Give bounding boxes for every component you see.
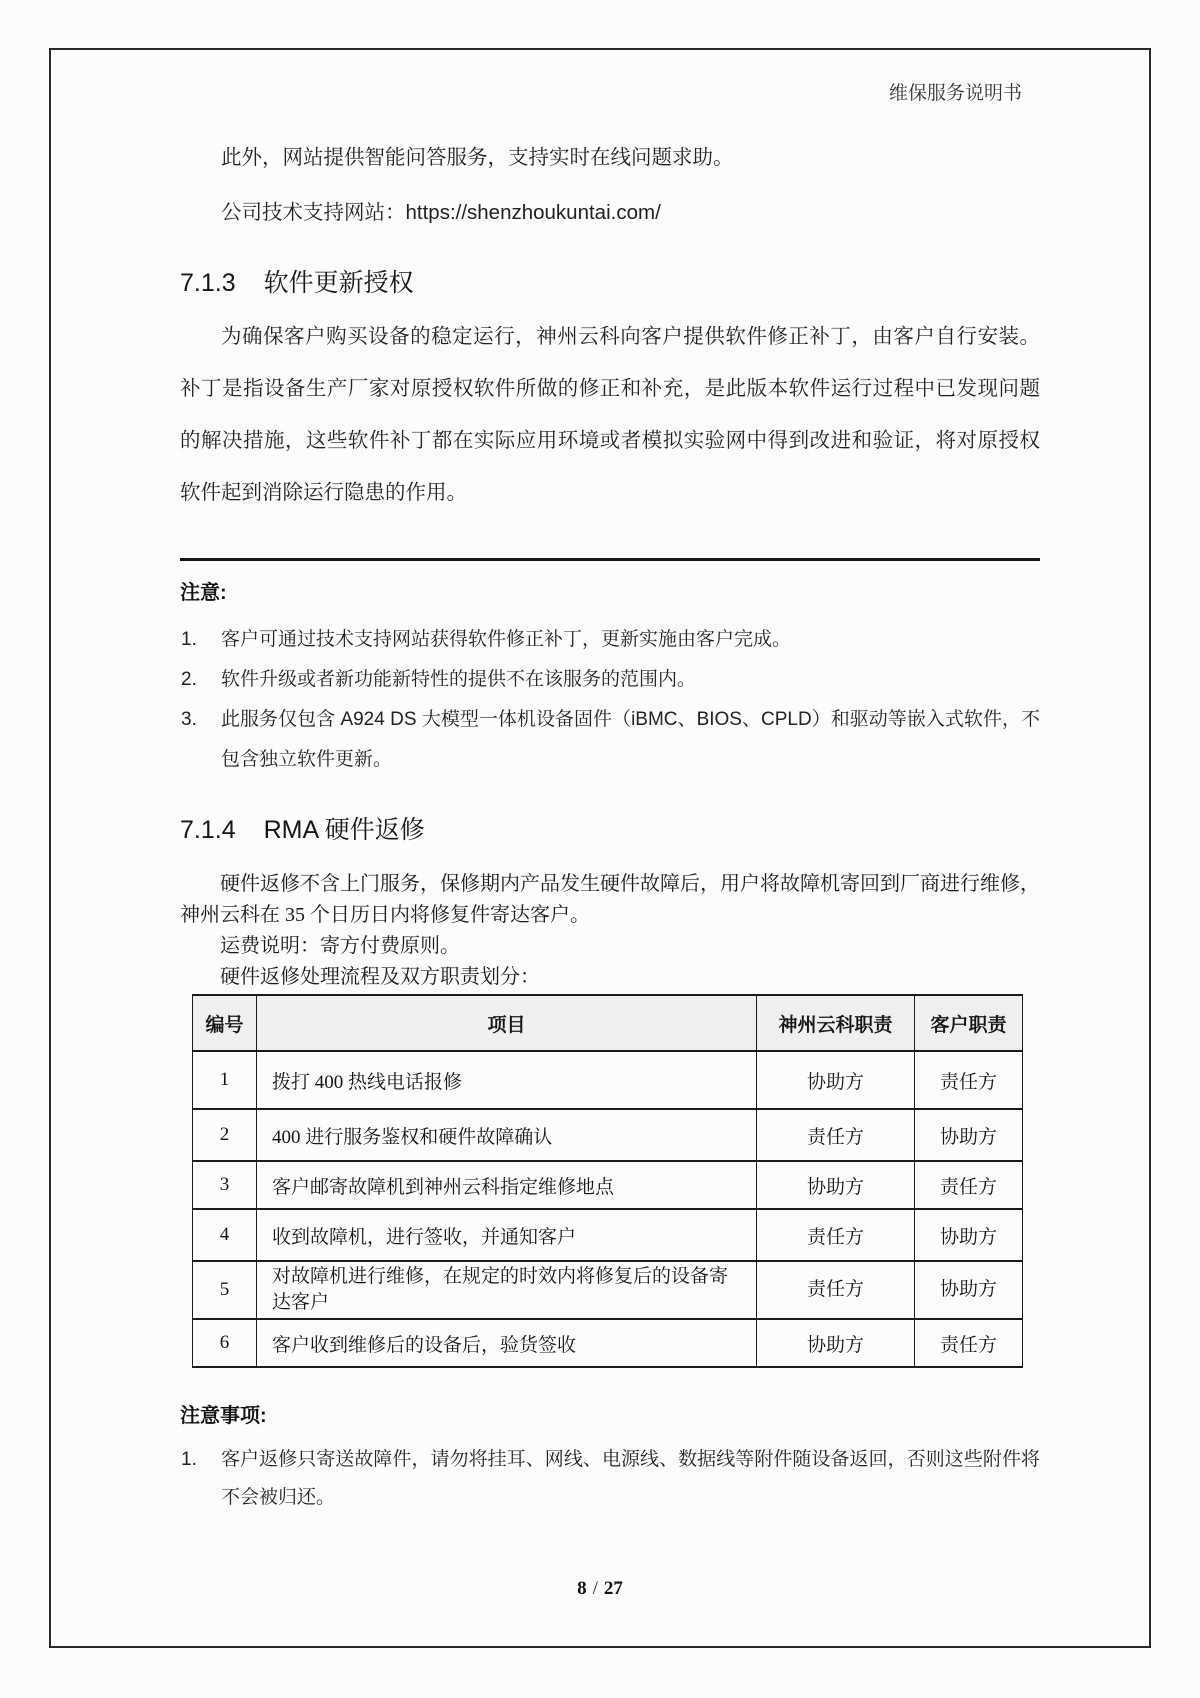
list-item-text: 客户可通过技术支持网站获得软件修正补丁，更新实施由客户完成。 (221, 629, 792, 650)
notice-label: 注意事项: (180, 1405, 267, 1427)
list-item-text: 软件升级或者新功能新特性的提供不在该服务的范围内。 (221, 669, 697, 690)
rma-paragraph-table-intro: 硬件返修处理流程及双方职责划分： (220, 966, 540, 988)
cell-vendor-duty: 协助方 (757, 1051, 915, 1109)
cell-customer-duty: 协助方 (915, 1209, 1023, 1261)
cell-item: 400 进行服务鉴权和硬件故障确认 (257, 1109, 757, 1161)
section-title: RMA 硬件返修 (263, 816, 425, 844)
intro-paragraph-support-url: 公司技术支持网站：https://shenzhoukuntai.com/ (221, 201, 661, 224)
table-row (193, 1261, 1023, 1319)
cell-vendor-duty: 责任方 (757, 1209, 915, 1261)
cell-vendor-duty: 责任方 (757, 1261, 915, 1319)
notice-list (180, 1441, 1040, 1517)
cell-item: 收到故障机，进行签收，并通知客户 (257, 1209, 757, 1261)
cell-id: 2 (193, 1109, 257, 1161)
page-number-total: 27 (603, 1578, 623, 1599)
cell-item: 对故障机进行维修，在规定的时效内将修复后的设备寄达客户 (257, 1261, 757, 1319)
page-content (180, 82, 1040, 1517)
cell-item: 客户收到维修后的设备后，验货签收 (257, 1319, 757, 1367)
column-header-customer-duty: 客户职责 (915, 995, 1023, 1051)
table-row (193, 1109, 1023, 1161)
intro-paragraph-1: 此外，网站提供智能问答服务，支持实时在线问题求助。 (221, 146, 734, 169)
cell-customer-duty: 责任方 (915, 1051, 1023, 1109)
section-heading-7-1-3 (180, 265, 1040, 301)
table-row (193, 1319, 1023, 1367)
column-header-item: 项目 (257, 995, 757, 1051)
cell-id: 4 (193, 1209, 257, 1261)
list-item (180, 620, 1040, 660)
list-item-number: 1. (181, 1449, 197, 1470)
cell-customer-duty: 协助方 (915, 1109, 1023, 1161)
list-item-number: 2. (181, 669, 197, 690)
page-number-separator: / (592, 1578, 598, 1599)
list-item (180, 1441, 1040, 1517)
cell-id: 3 (193, 1161, 257, 1209)
table-header-row (193, 995, 1023, 1051)
section-title: 软件更新授权 (263, 269, 414, 297)
cell-customer-duty: 责任方 (915, 1319, 1023, 1367)
note-list (180, 620, 1040, 780)
page-number-current: 8 (577, 1578, 587, 1599)
column-header-vendor-duty: 神州云科职责 (757, 995, 915, 1051)
section-7-1-3-body: 为确保客户购买设备的稳定运行，神州云科向客户提供软件修正补丁，由客户自行安装。补丁是指设备生产厂家对原授权软件所做的修正和补充，是此版本软件运行过程中已发现问题的解决措施，这些软件补丁都在实际应用环境或者模拟实验网中得到改进和验证，将对原授权软件起到消除运行隐患的作用。 (180, 325, 1040, 504)
cell-vendor-duty: 协助方 (757, 1319, 915, 1367)
note-label: 注意: (180, 582, 227, 604)
rma-paragraph-shipping: 运费说明：寄方付费原则。 (220, 935, 460, 957)
cell-customer-duty: 责任方 (915, 1161, 1023, 1209)
list-item (180, 700, 1040, 780)
table-row (193, 1209, 1023, 1261)
page-footer (0, 1578, 1200, 1600)
cell-id: 6 (193, 1319, 257, 1367)
cell-id: 1 (193, 1051, 257, 1109)
column-header-id: 编号 (193, 995, 257, 1051)
list-item (180, 660, 1040, 700)
list-item-number: 3. (181, 709, 197, 730)
list-item-number: 1. (181, 629, 197, 650)
rma-paragraph-1: 硬件返修不含上门服务，保修期内产品发生硬件故障后，用户将故障机寄回到厂商进行维修，神州云科在 35 个日历日内将修复件寄达客户。 (180, 873, 1040, 926)
running-header: 维保服务说明书 (888, 83, 1022, 104)
cell-item: 客户邮寄故障机到神州云科指定维修地点 (257, 1161, 757, 1209)
list-item-text: 客户返修只寄送故障件，请勿将挂耳、网线、电源线、数据线等附件随设备返回，否则这些附件将不会被归还。 (221, 1449, 1040, 1508)
table-row (193, 1161, 1023, 1209)
section-number: 7.1.4 (180, 816, 236, 844)
note-divider-rule (180, 558, 1040, 561)
section-heading-7-1-4 (180, 812, 1040, 848)
cell-vendor-duty: 责任方 (757, 1109, 915, 1161)
section-number: 7.1.3 (180, 269, 236, 297)
cell-vendor-duty: 协助方 (757, 1161, 915, 1209)
rma-responsibility-table (192, 994, 1023, 1368)
cell-id: 5 (193, 1261, 257, 1319)
table-row (193, 1051, 1023, 1109)
cell-customer-duty: 协助方 (915, 1261, 1023, 1319)
cell-item: 拨打 400 热线电话报修 (257, 1051, 757, 1109)
list-item-text: 此服务仅包含 A924 DS 大模型一体机设备固件（iBMC、BIOS、CPLD）和驱动等嵌入式软件，不包含独立软件更新。 (221, 709, 1040, 770)
